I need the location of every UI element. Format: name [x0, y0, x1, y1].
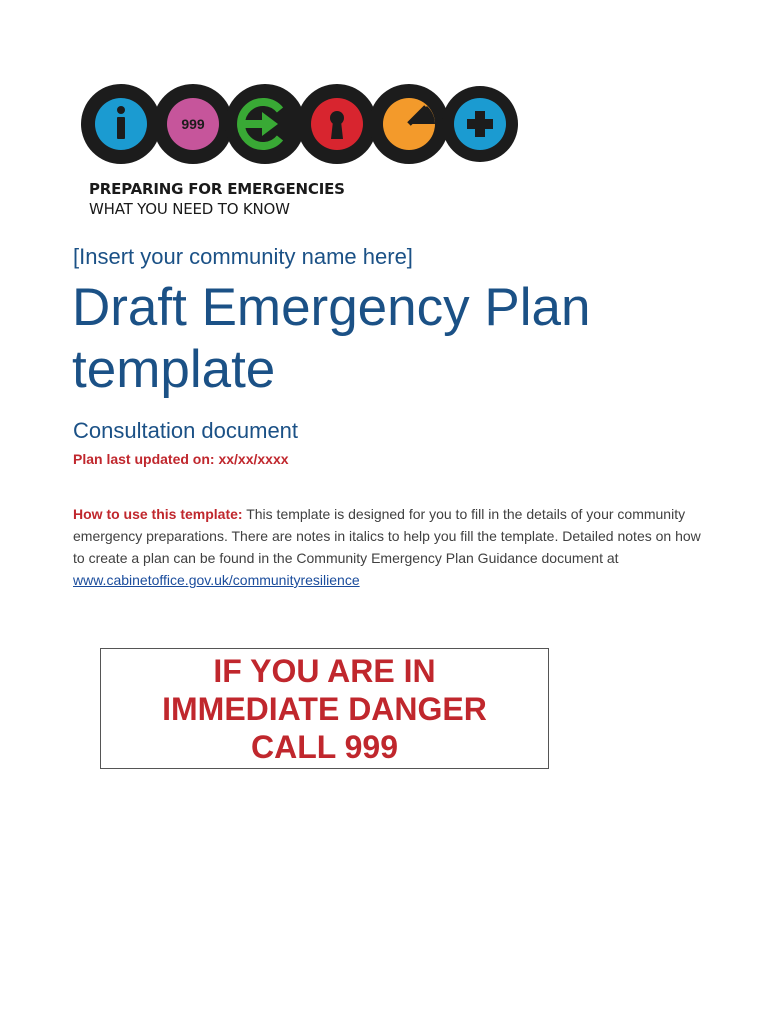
danger-line-3: CALL 999	[250, 728, 398, 765]
info-icon	[81, 84, 161, 164]
first-aid-cross-icon	[442, 86, 518, 162]
how-to-use-paragraph	[73, 503, 703, 591]
immediate-danger-box	[100, 648, 549, 769]
danger-line-1: IF YOU ARE IN	[213, 652, 436, 689]
danger-line-2: IMMEDIATE DANGER	[162, 690, 487, 727]
document-subtitle: Consultation document	[73, 418, 299, 443]
preparing-for-emergencies-logo	[80, 83, 520, 165]
999-badge-text: 999	[181, 116, 205, 132]
logo-subtitle: WHAT YOU NEED TO KNOW	[89, 200, 290, 218]
page-title: Draft Emergency Plan template	[72, 278, 591, 399]
last-updated-label: Plan last updated on: xx/xx/xxxx	[73, 451, 289, 467]
logo-title: PREPARING FOR EMERGENCIES	[89, 180, 345, 198]
999-icon	[153, 84, 233, 164]
gauge-icon	[369, 84, 449, 164]
keyhole-icon	[297, 84, 377, 164]
arrow-right-icon	[225, 84, 305, 164]
community-name-placeholder: [Insert your community name here]	[73, 244, 413, 269]
how-to-text: This template is designed for you to fill in the details of your community emergency preparations. There are notes in italics to help you fill the template. Detailed notes on how to create a plan can be found in the Community Emergency Plan Guidance document at	[73, 506, 701, 566]
how-to-label: How to use this template:	[73, 506, 243, 522]
guidance-link[interactable]: www.cabinetoffice.gov.uk/communityresilience	[73, 572, 360, 588]
